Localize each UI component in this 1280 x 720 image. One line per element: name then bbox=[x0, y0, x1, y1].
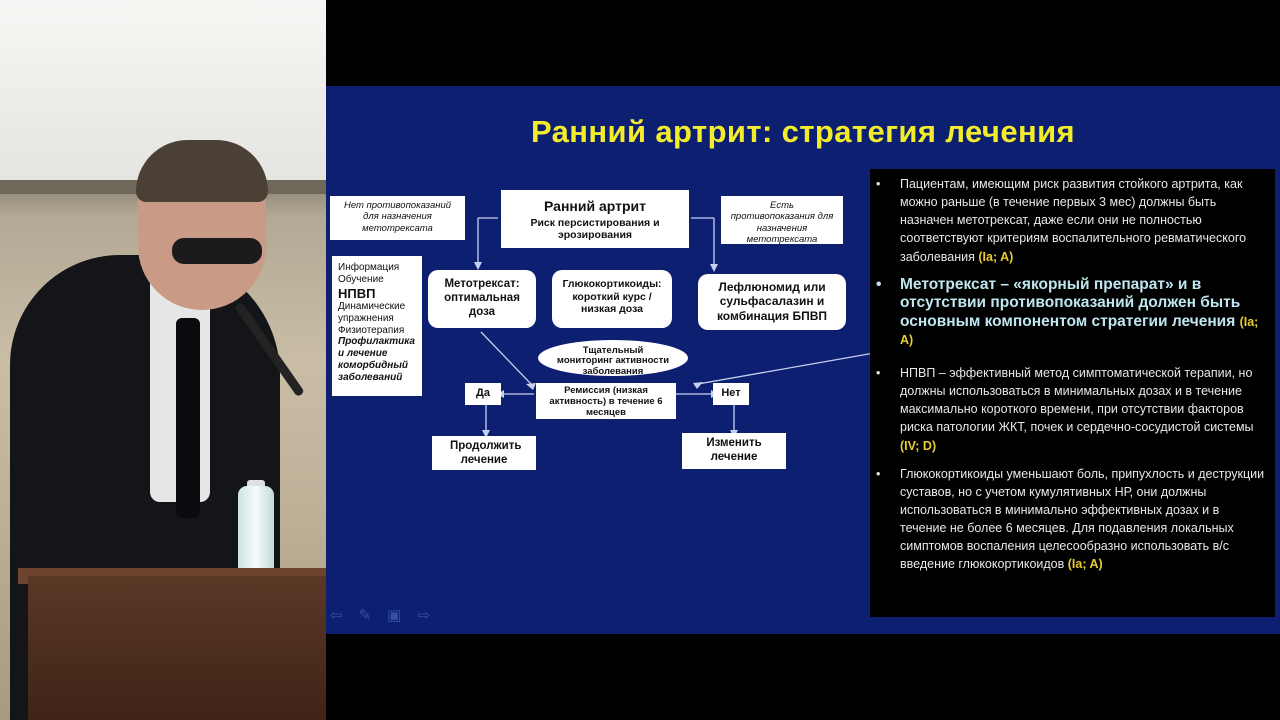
box-methotrexate: Метотрексат: оптимальная доза bbox=[428, 270, 536, 328]
box-yes: Да bbox=[465, 383, 501, 405]
slide-title: Ранний артрит: стратегия лечения bbox=[530, 114, 1076, 149]
measure-exercise: Динамические упражнения bbox=[338, 300, 406, 324]
box-general-measures bbox=[332, 256, 422, 396]
box-no: Нет bbox=[713, 383, 749, 405]
bullet-marker: • bbox=[876, 466, 881, 481]
slide-nav-icons bbox=[330, 606, 446, 624]
measure-physiotherapy: Физиотерапия bbox=[338, 324, 405, 336]
recommendation-2 bbox=[876, 276, 1265, 350]
bullet-marker: • bbox=[876, 366, 881, 380]
measure-comorbidity: Профилактика и лечение коморбидный заболеваний bbox=[338, 336, 415, 383]
recommendation-2-grade: (Ia; A) bbox=[900, 314, 1259, 348]
screen-icon[interactable]: ▣ bbox=[387, 607, 418, 624]
measure-information: Информация bbox=[338, 262, 400, 273]
bullet-marker: • bbox=[876, 275, 882, 293]
recommendation-2-text: Метотрексат – «якорный препарат» и в отсутствии противопоказаний должен быть основным компонентом стратегии лечения bbox=[900, 275, 1241, 330]
presentation-slide bbox=[326, 86, 1280, 634]
recommendation-4-grade: (Ia; A) bbox=[1067, 557, 1103, 572]
recommendation-4-text: Глюкокортикоиды уменьшают боль, припухлость и деструкции суставов, но с учетом кумулятивных НР, они должны использоваться в минимально эффективных дозах и в течение не более 6 месяцев. Для подавления локальных симптомов воспаления целесообразно использовать в/с введение глюкокортикоидов bbox=[900, 466, 1265, 572]
forward-arrow-icon[interactable]: ⇨ bbox=[417, 607, 446, 624]
note-contraindications: Есть противопоказания для назначения метотрексата bbox=[721, 196, 843, 244]
back-arrow-icon[interactable]: ⇦ bbox=[330, 607, 359, 624]
speaker-glasses bbox=[172, 238, 262, 264]
podium bbox=[28, 576, 326, 720]
bullet-marker: • bbox=[876, 177, 881, 191]
recommendation-1-text: Пациентам, имеющим риск развития стойкого артрита, как можно раньше (в течение первых 3 мес) должны быть назначен метотрексат, даже если они не полностью соответствуют критериям воспалительного ревматического заболевания bbox=[900, 177, 1247, 264]
recommendation-1-grade: (Ia; A) bbox=[978, 249, 1014, 264]
speaker-photo bbox=[0, 0, 326, 720]
recommendation-4 bbox=[876, 465, 1265, 574]
box-continue-treatment: Продолжить лечение bbox=[432, 436, 536, 470]
box-early-arthritis bbox=[501, 190, 689, 248]
recommendation-3-text: НПВП – эффективный метод симптоматической терапии, но должны использоваться в минимальных дозах и в течение максимально короткого времени, при отсутствии факторов риска патологии ЖКТ, почек и сердечно-сосудистой системы bbox=[900, 366, 1254, 435]
recommendation-3-grade: (IV; D) bbox=[900, 438, 937, 453]
box-change-treatment: Изменить лечение bbox=[682, 433, 786, 469]
box-remission: Ремиссия (низкая активность) в течение 6 месяцев bbox=[536, 383, 676, 419]
measure-education: Обучение bbox=[338, 273, 384, 285]
pen-icon[interactable]: ✎ bbox=[358, 607, 388, 624]
recommendation-1 bbox=[876, 175, 1265, 266]
box-glucocorticoids: Глюкокортикоиды: короткий курс /низкая доза bbox=[552, 270, 672, 328]
box-early-arthritis-title: Ранний артрит bbox=[544, 198, 646, 214]
measure-nsaid: НПВП bbox=[338, 285, 376, 301]
speaker-tie bbox=[176, 318, 200, 518]
recommendation-3 bbox=[876, 364, 1265, 455]
box-leflunomide: Лефлюномид или сульфасалазин и комбинация БПВП bbox=[698, 274, 846, 330]
box-early-arthritis-subtitle: Риск персистирования и эрозирования bbox=[530, 216, 660, 242]
ellipse-monitoring: Тщательный мониторинг активности заболевания bbox=[538, 340, 688, 376]
note-no-contraindications: Нет противопоказаний для назначения метотрексата bbox=[330, 196, 465, 240]
recommendations-panel bbox=[870, 169, 1275, 617]
